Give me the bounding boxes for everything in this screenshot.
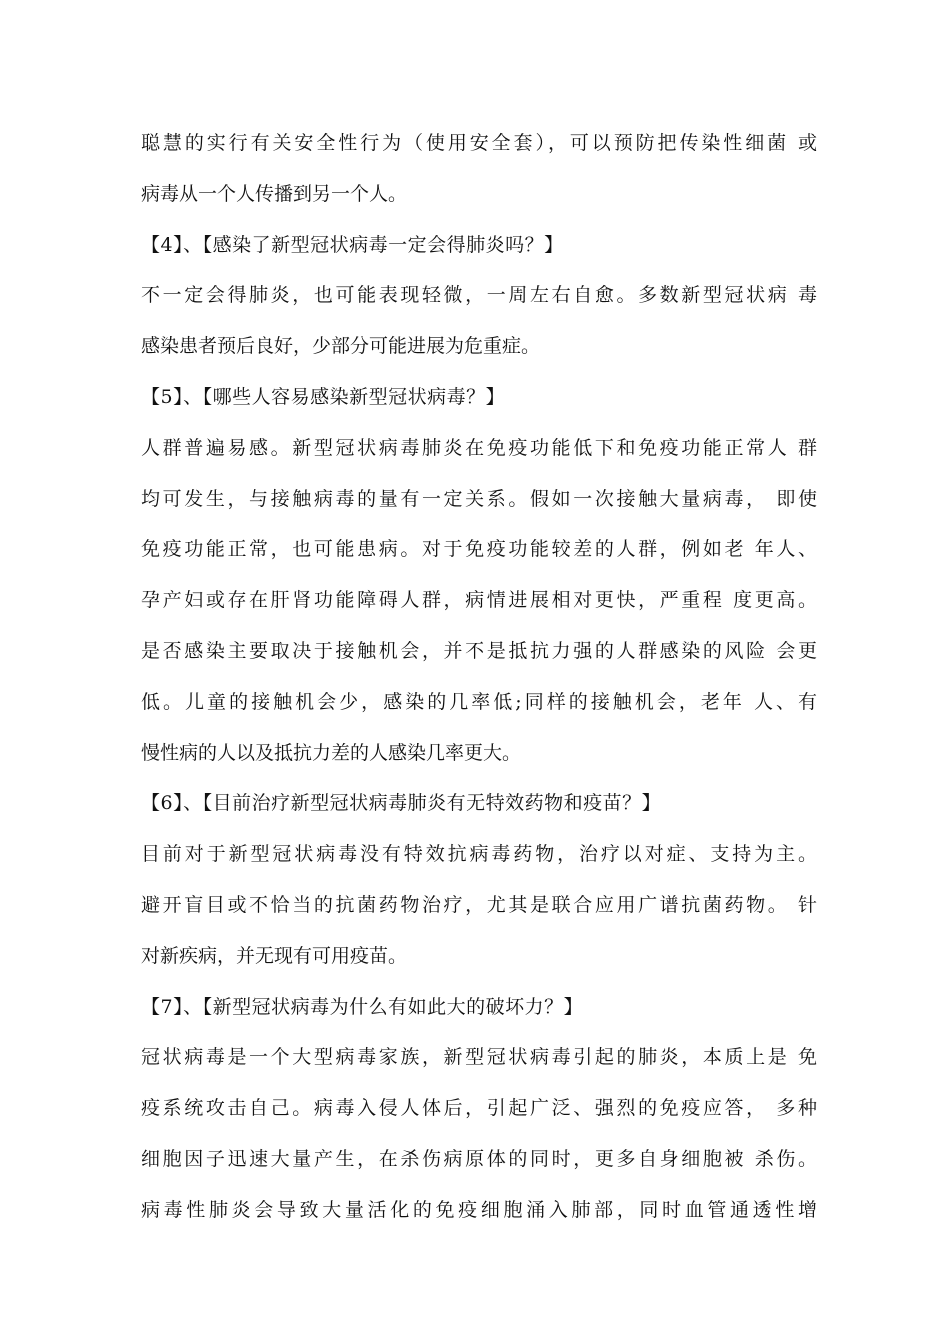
paragraph-line: 免疫功能正常，也可能患病。对于免疫功能较差的人群，例如老 年人、 <box>141 538 817 561</box>
paragraph-line: 孕产妇或存在肝肾功能障碍人群，病情进展相对更快，严重程 度更高。 <box>141 589 817 612</box>
paragraph-line: 低。儿童的接触机会少，感染的几率低;同样的接触机会，老年 人、有 <box>141 690 817 713</box>
paragraph-line: 疫系统攻击自己。病毒入侵人体后，引起广泛、强烈的免疫应答， 多种 <box>141 1097 817 1120</box>
document-body <box>141 118 817 1236</box>
paragraph-line: 对新疾病，并无现有可用疫苗。 <box>141 944 408 967</box>
paragraph-line: 病毒性肺炎会导致大量活化的免疫细胞涌入肺部，同时血管通透性增 <box>141 1198 817 1221</box>
paragraph-line: 不一定会得肺炎，也可能表现轻微，一周左右自愈。多数新型冠状病 毒 <box>141 284 817 307</box>
answer-7-paragraph <box>141 1032 817 1235</box>
answer-4-paragraph <box>141 270 817 372</box>
question-7-heading: 【7】、【新型冠状病毒为什么有如此大的破坏力？】 <box>141 995 584 1018</box>
paragraph-line: 聪慧的实行有关安全性行为（使用安全套），可以预防把传染性细菌 或 <box>141 132 817 154</box>
paragraph-line: 人群普遍易感。新型冠状病毒肺炎在免疫功能低下和免疫功能正常人 群 <box>141 436 817 459</box>
answer-5-paragraph <box>141 423 817 779</box>
paragraph-line: 慢性病的人以及抵抗力差的人感染几率更大。 <box>141 741 522 764</box>
paragraph-line: 目前对于新型冠状病毒没有特效抗病毒药物，治疗以对症、支持为主。 <box>141 843 817 866</box>
paragraph-line: 避开盲目或不恰当的抗菌药物治疗，尤其是联合应用广谱抗菌药物。 针 <box>141 893 817 916</box>
answer-6-paragraph <box>141 829 817 981</box>
paragraph-line: 感染患者预后良好，少部分可能进展为危重症。 <box>141 335 541 358</box>
paragraph-line: 是否感染主要取决于接触机会，并不是抵抗力强的人群感染的风险 会更 <box>141 639 817 662</box>
para-safety-behavior <box>141 118 817 220</box>
question-4-heading: 【4】、【感染了新型冠状病毒一定会得肺炎吗？】 <box>141 233 564 256</box>
paragraph-line: 病毒从一个人传播到另一个人。 <box>141 182 408 205</box>
paragraph-line: 冠状病毒是一个大型病毒家族，新型冠状病毒引起的肺炎，本质上是 免 <box>141 1046 817 1069</box>
question-6-heading: 【6】、【目前治疗新型冠状病毒肺炎有无特效药物和疫苗？】 <box>141 792 662 815</box>
paragraph-line: 细胞因子迅速大量产生，在杀伤病原体的同时，更多自身细胞被 杀伤。 <box>141 1147 817 1170</box>
question-5-heading: 【5】、【哪些人容易感染新型冠状病毒？】 <box>141 385 506 408</box>
paragraph-line: 均可发生，与接触病毒的量有一定关系。假如一次接触大量病毒， 即使 <box>141 487 817 510</box>
